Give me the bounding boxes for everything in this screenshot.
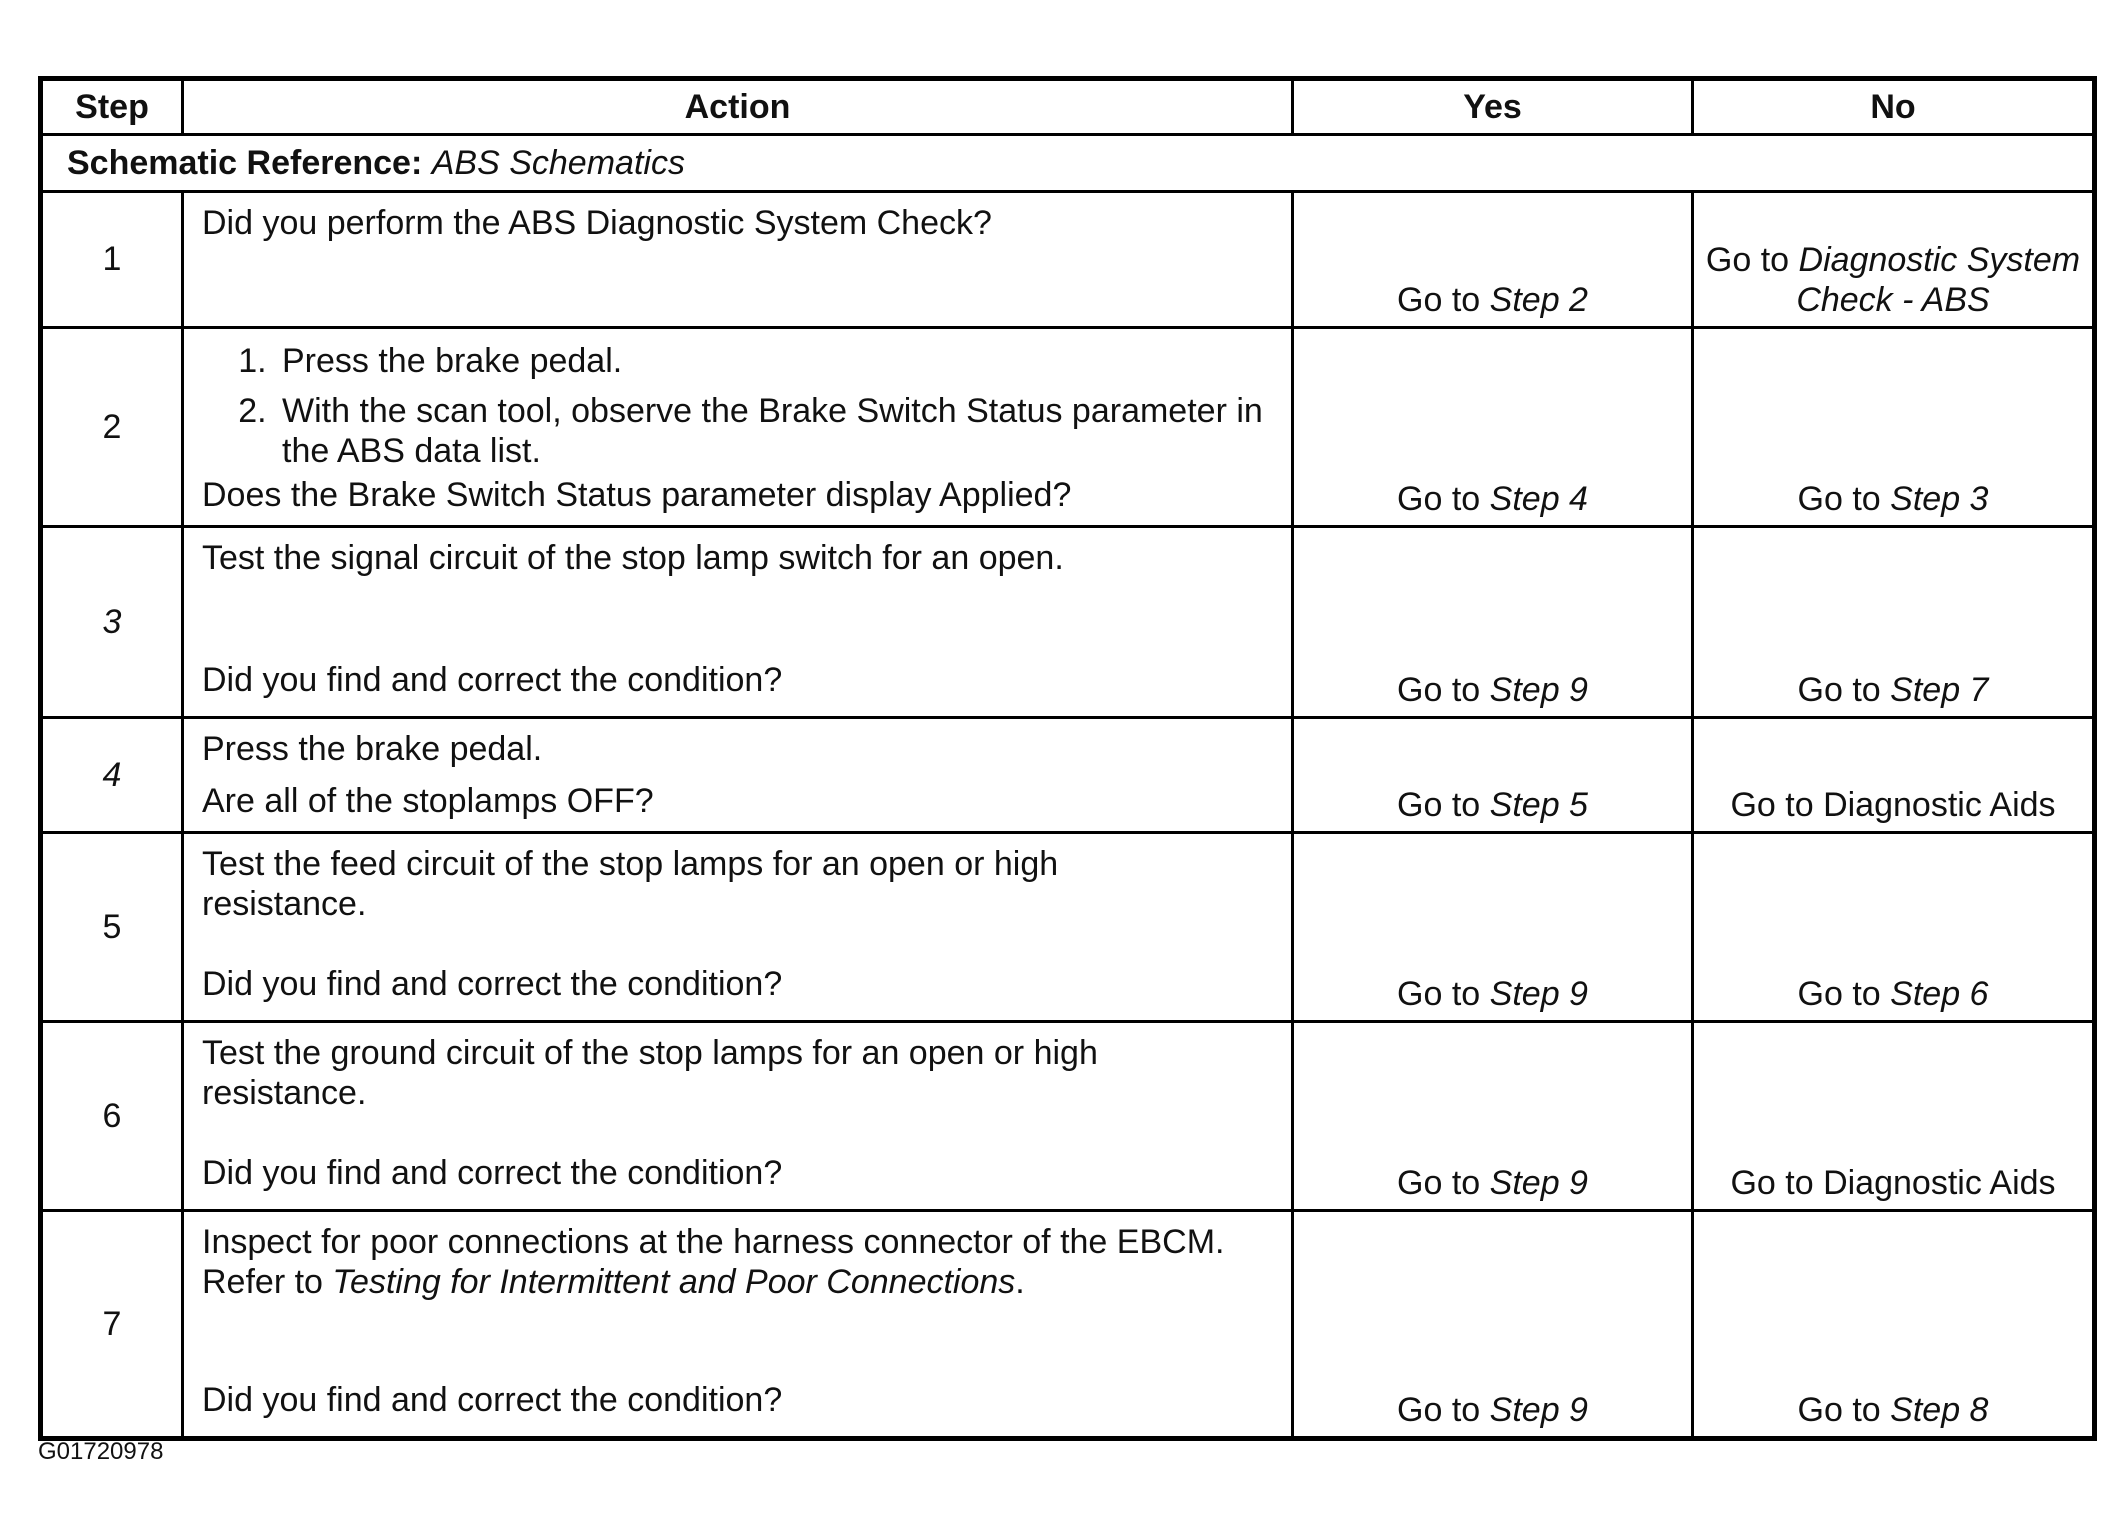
action-text: Press the brake pedal. xyxy=(202,730,543,768)
step-number: 7 xyxy=(41,1211,183,1439)
header-row xyxy=(41,79,2095,135)
no-link[interactable]: Step 6 xyxy=(1890,975,1989,1013)
action-cell xyxy=(183,527,1293,718)
no-cell: Go to Step 6 xyxy=(1693,833,2095,1022)
step-number: 4 xyxy=(41,718,183,833)
header-no: No xyxy=(1693,79,2095,135)
table-row xyxy=(41,1022,2095,1211)
action-list xyxy=(202,341,1273,471)
diagnostic-table xyxy=(38,76,2097,1441)
action-cell xyxy=(183,192,1293,328)
action-text: Inspect for poor connections at the harness connector of the EBCM. Refer to Testing for Intermittent and Poor Connections. xyxy=(202,1223,1225,1301)
step-number: 3 xyxy=(41,527,183,718)
table-row xyxy=(41,192,2095,328)
reference-link[interactable]: ABS Schematics xyxy=(431,143,685,182)
no-cell xyxy=(1693,718,2095,833)
table-row xyxy=(41,833,2095,1022)
yes-cell: Go to Step 2 xyxy=(1293,192,1693,328)
step-number: 1 xyxy=(41,192,183,328)
action-cell xyxy=(183,718,1293,833)
no-cell: Go to Step 7 xyxy=(1693,527,2095,718)
table-row xyxy=(41,527,2095,718)
action-text: Test the ground circuit of the stop lamps for an open or high resistance. xyxy=(202,1034,1098,1112)
header-step: Step xyxy=(41,79,183,135)
step-number: 5 xyxy=(41,833,183,1022)
step-number: 2 xyxy=(41,328,183,527)
action-text: Test the signal circuit of the stop lamp switch for an open. xyxy=(202,539,1064,577)
action-text: Did you perform the ABS Diagnostic System Check? xyxy=(202,204,992,242)
yes-cell: Go to Step 9 xyxy=(1293,527,1693,718)
yes-cell: Go to Step 4 xyxy=(1293,328,1693,527)
no-link[interactable]: Step 7 xyxy=(1890,671,1989,709)
no-link[interactable]: Go to Diagnostic Aids xyxy=(1730,786,2056,824)
question-text: Did you find and correct the condition? xyxy=(202,965,783,1003)
header-yes: Yes xyxy=(1293,79,1693,135)
yes-cell: Go to Step 9 xyxy=(1293,833,1693,1022)
no-link[interactable]: Step 3 xyxy=(1890,480,1989,518)
question-text: Did you find and correct the condition? xyxy=(202,1381,783,1419)
figure-id: G01720978 xyxy=(38,1438,164,1465)
no-link[interactable]: Go to Diagnostic Aids xyxy=(1730,1164,2056,1202)
yes-link[interactable]: Step 9 xyxy=(1489,1391,1588,1429)
table-row xyxy=(41,328,2095,527)
schematic-reference-row xyxy=(41,135,2095,192)
no-cell: Go to Diagnostic System Check - ABS xyxy=(1693,192,2095,328)
question-text: Did you find and correct the condition? xyxy=(202,661,783,699)
list-item: 1. Press the brake pedal. xyxy=(276,341,1273,381)
no-link[interactable]: Diagnostic System Check - ABS xyxy=(1796,241,2081,319)
yes-link[interactable]: Step 4 xyxy=(1489,480,1588,518)
no-cell xyxy=(1693,1022,2095,1211)
action-cell xyxy=(183,328,1293,527)
yes-cell: Go to Step 5 xyxy=(1293,718,1693,833)
table-row xyxy=(41,1211,2095,1439)
action-cell xyxy=(183,1022,1293,1211)
yes-link[interactable]: Step 5 xyxy=(1489,786,1588,824)
yes-link[interactable]: Step 9 xyxy=(1489,975,1588,1013)
action-cell xyxy=(183,833,1293,1022)
no-link[interactable]: Step 8 xyxy=(1890,1391,1989,1429)
question-text: Are all of the stoplamps OFF? xyxy=(202,782,654,820)
step-number: 6 xyxy=(41,1022,183,1211)
no-cell: Go to Step 3 xyxy=(1693,328,2095,527)
header-action: Action xyxy=(183,79,1293,135)
list-item: 2. With the scan tool, observe the Brake Switch Status parameter in the ABS data list. xyxy=(276,391,1273,471)
yes-link[interactable]: Step 9 xyxy=(1489,671,1588,709)
yes-link[interactable]: Step 2 xyxy=(1489,281,1588,319)
yes-cell: Go to Step 9 xyxy=(1293,1211,1693,1439)
no-cell: Go to Step 8 xyxy=(1693,1211,2095,1439)
action-link[interactable]: Testing for Intermittent and Poor Connections xyxy=(332,1263,1016,1301)
question-text: Does the Brake Switch Status parameter display Applied? xyxy=(202,476,1072,514)
action-cell xyxy=(183,1211,1293,1439)
yes-cell: Go to Step 9 xyxy=(1293,1022,1693,1211)
question-text: Did you find and correct the condition? xyxy=(202,1154,783,1192)
table-row xyxy=(41,718,2095,833)
action-text: Test the feed circuit of the stop lamps for an open or high resistance. xyxy=(202,845,1059,923)
reference-label: Schematic Reference: xyxy=(67,143,423,182)
yes-link[interactable]: Step 9 xyxy=(1489,1164,1588,1202)
